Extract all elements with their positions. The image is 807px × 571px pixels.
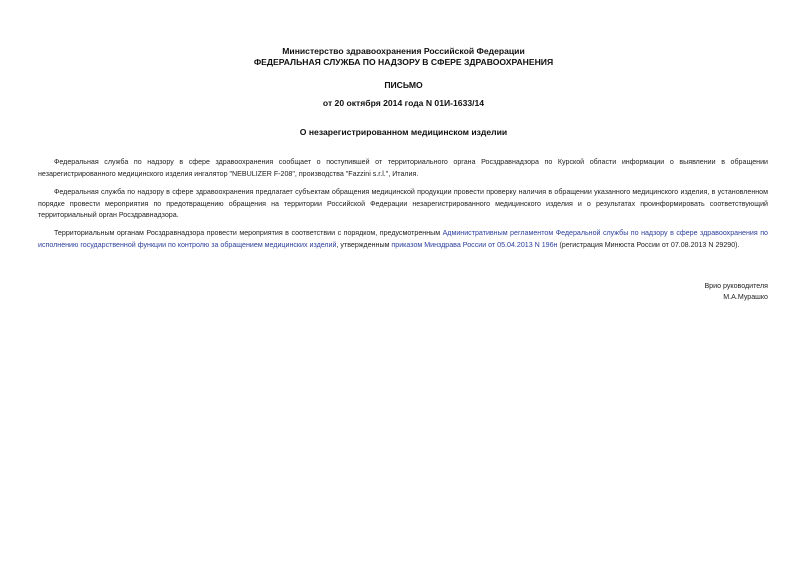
paragraph-3-text-before: Территориальным органам Росздравнадзора провести мероприятия в соответствии с порядком, предусмотренным bbox=[54, 229, 443, 237]
paragraph-3-text-middle: , утвержденным bbox=[336, 240, 392, 249]
paragraph-1: Федеральная служба по надзору в сфере здравоохранения сообщает о поступившей от территориального органа Росздравнадзора по Курской области информации о выявлении в обращении незарегистрированного медицинского изделия ингалятор "NEBULIZER F-208", производства "Fazzini s.r.l.", Италия. bbox=[38, 158, 768, 178]
service-heading: ФЕДЕРАЛЬНАЯ СЛУЖБА ПО НАДЗОРУ В СФЕРЕ ЗДРАВООХРАНЕНИЯ bbox=[253, 57, 554, 67]
regulation-link[interactable]: Административным регламентом Федеральной службы по надзору в сфере здравоохранения по исполнению государственной функции по контролю за обращением медицинских изделий bbox=[38, 229, 768, 249]
signatory-name: М.А.Мурашко bbox=[723, 293, 768, 301]
paragraph-3-text-after: (регистрация Минюста России от 07.08.2013 N 29290). bbox=[557, 240, 740, 249]
document-date-number: от 20 октября 2014 года N 01И-1633/14 bbox=[322, 98, 485, 108]
order-link[interactable]: приказом Минздрава России от 05.04.2013 N 196н bbox=[391, 240, 558, 249]
document-subject: О незарегистрированном медицинском изделии bbox=[299, 127, 508, 137]
paragraph-3 bbox=[38, 228, 768, 251]
ministry-heading: Министерство здравоохранения Российской Федерации bbox=[282, 46, 525, 56]
paragraph-2: Федеральная служба по надзору в сфере здравоохранения предлагает субъектам обращения медицинской продукции провести проверку наличия в обращении указанного медицинского изделия, в установленном порядке провести мероприятия по предотвращению обращения на территории Российской Федерации незарегистрированного медицинского изделия и о результатах проинформировать соответствующий территориальный орган Росздравнадзора. bbox=[38, 188, 768, 220]
document-type-heading: ПИСЬМО bbox=[384, 80, 423, 90]
signatory-title: Врио руководителя bbox=[704, 282, 768, 290]
